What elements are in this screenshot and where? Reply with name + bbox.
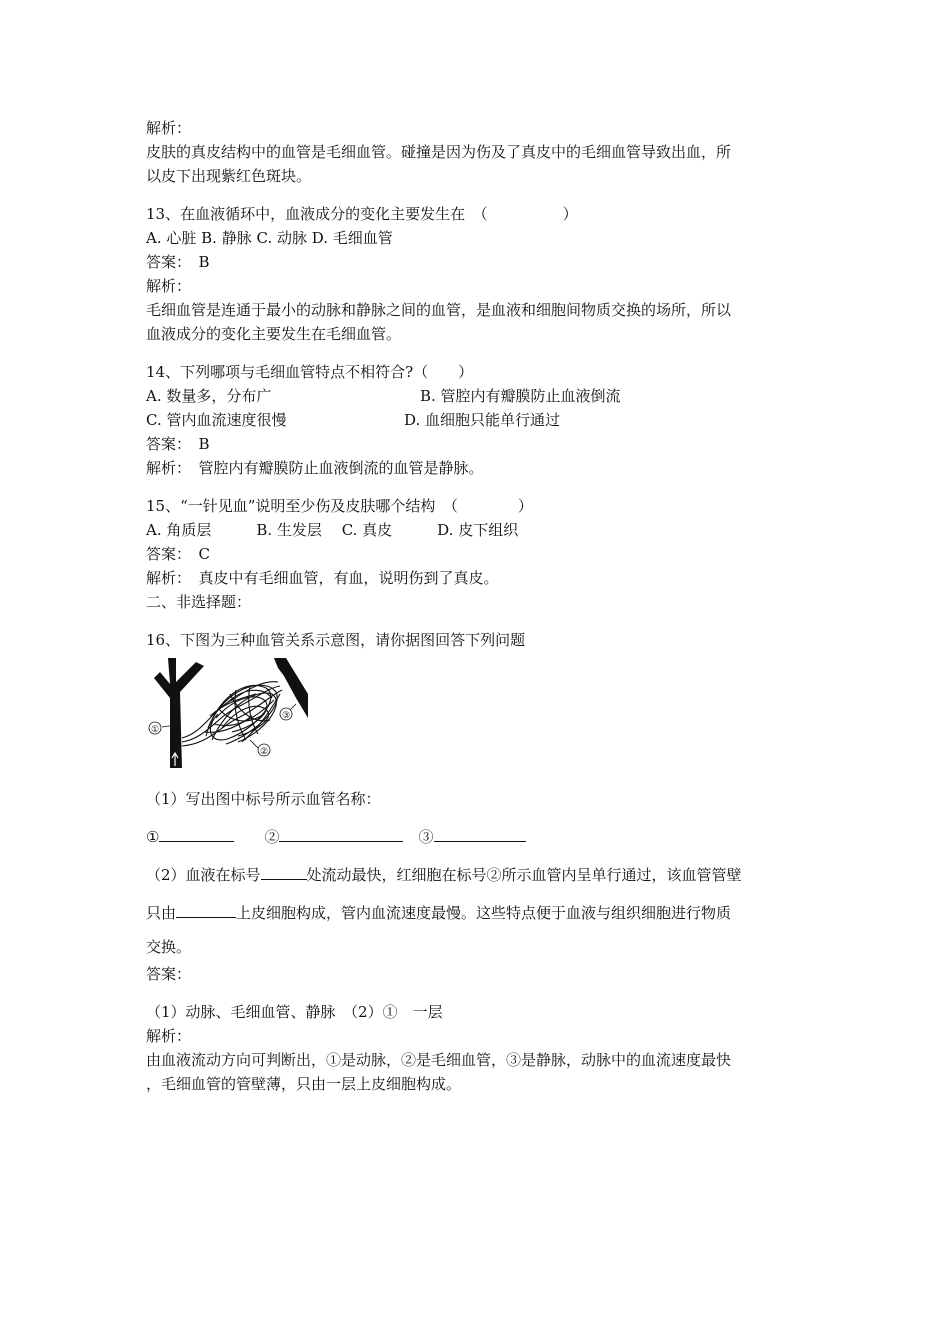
q16-analysis-line-2: ，毛细血管的管壁薄，只由一层上皮细胞构成。 bbox=[146, 1075, 462, 1093]
q16-blank1-label: ① bbox=[146, 828, 160, 846]
q13-analysis-label: 解析： bbox=[146, 277, 192, 295]
q16-sub2-row-1 bbox=[146, 856, 826, 894]
q13-analysis-line-1: 毛细血管是连通于最小的动脉和静脉之间的血管，是血液和细胞间物质交换的场所，所以 bbox=[146, 301, 732, 319]
q14-answer: 答案： B bbox=[146, 435, 210, 453]
q12-analysis-line-2: 以皮下出现紫红色斑块。 bbox=[146, 167, 312, 185]
q13-options: A. 心脏 B. 静脉 C. 动脉 D. 毛细血管 bbox=[146, 229, 393, 247]
q15-options: A. 角质层 B. 生发层 C. 真皮 D. 皮下组织 bbox=[146, 521, 519, 539]
q15-analysis: 解析： 真皮中有毛细血管，有血，说明伤到了真皮。 bbox=[146, 569, 499, 587]
section-2-heading: 二、非选择题： bbox=[146, 593, 252, 611]
q12-analysis-line-1: 皮肤的真皮结构中的血管是毛细血管。碰撞是因为伤及了真皮中的毛细血管导致出血，所 bbox=[146, 143, 732, 161]
q15-question: 15、“一针见血”说明至少伤及皮肤哪个结构 （ ） bbox=[146, 497, 533, 515]
artery-shape bbox=[154, 658, 204, 768]
q16-blank3[interactable] bbox=[434, 825, 526, 842]
document-page bbox=[146, 116, 826, 1096]
q12-analysis-label: 解析： bbox=[146, 119, 192, 137]
q14-options-row-2 bbox=[146, 408, 826, 432]
figure-label-2: ② bbox=[259, 747, 269, 757]
q16-sub2-row-3: 交换。 bbox=[146, 938, 192, 956]
q16-analysis-line-1: 由血液流动方向可判断出，①是动脉，②是毛细血管，③是静脉，动脉中的血流速度最快 bbox=[146, 1051, 732, 1069]
q16-blanks-row bbox=[146, 818, 826, 856]
q13-question: 13、在血液循环中，血液成分的变化主要发生在 （ ） bbox=[146, 205, 578, 223]
q14-option-d: D. 血细胞只能单行通过 bbox=[404, 411, 561, 429]
q15-answer: 答案： C bbox=[146, 545, 210, 563]
q16-blank1[interactable] bbox=[159, 825, 234, 842]
q16-blank5[interactable] bbox=[176, 901, 236, 918]
q14-options-row-1 bbox=[146, 384, 826, 408]
q16-sub2-row-2 bbox=[146, 894, 826, 932]
capillary-network bbox=[182, 682, 282, 746]
q16-answer: （1）动脉、毛细血管、静脉 （2）① 一层 bbox=[146, 1003, 443, 1021]
q14-analysis: 解析： 管腔内有瓣膜防止血液倒流的血管是静脉。 bbox=[146, 459, 484, 477]
q16-blank3-label: ③ bbox=[418, 828, 434, 846]
q16-sub2-part-d: 上皮细胞构成，管内血流速度最慢。这些特点便于血液与组织细胞进行物质 bbox=[236, 904, 732, 922]
q16-sub2-part-b: 处流动最快，红细胞在标号②所示血管内呈单行通过，该血管管壁 bbox=[306, 866, 742, 884]
blood-vessel-diagram bbox=[146, 658, 316, 768]
q16-analysis-label: 解析： bbox=[146, 1027, 192, 1045]
q16-sub2-part-c: 只由 bbox=[146, 904, 177, 922]
q16-sub1: （1）写出图中标号所示血管名称： bbox=[146, 790, 381, 808]
q13-answer: 答案： B bbox=[146, 253, 210, 271]
q16-question: 16、下图为三种血管关系示意图，请你据图回答下列问题 bbox=[146, 631, 526, 649]
q14-option-c: C. 管内血流速度很慢 bbox=[146, 411, 287, 429]
q14-option-b: B. 管腔内有瓣膜防止血液倒流 bbox=[420, 387, 621, 405]
figure-label-1: ① bbox=[150, 725, 160, 735]
figure-label-3: ③ bbox=[281, 711, 291, 721]
q13-analysis-line-2: 血液成分的变化主要发生在毛细血管。 bbox=[146, 325, 402, 343]
q14-option-a: A. 数量多，分布广 bbox=[146, 387, 272, 405]
q16-blank2[interactable] bbox=[279, 825, 403, 842]
q16-blank2-label: ② bbox=[264, 828, 280, 846]
q14-question: 14、下列哪项与毛细血管特点不相符合?（ ） bbox=[146, 363, 474, 381]
q16-blank4[interactable] bbox=[261, 863, 307, 880]
q16-answer-label: 答案： bbox=[146, 965, 192, 983]
q16-sub2-part-a: （2）血液在标号 bbox=[146, 866, 261, 884]
